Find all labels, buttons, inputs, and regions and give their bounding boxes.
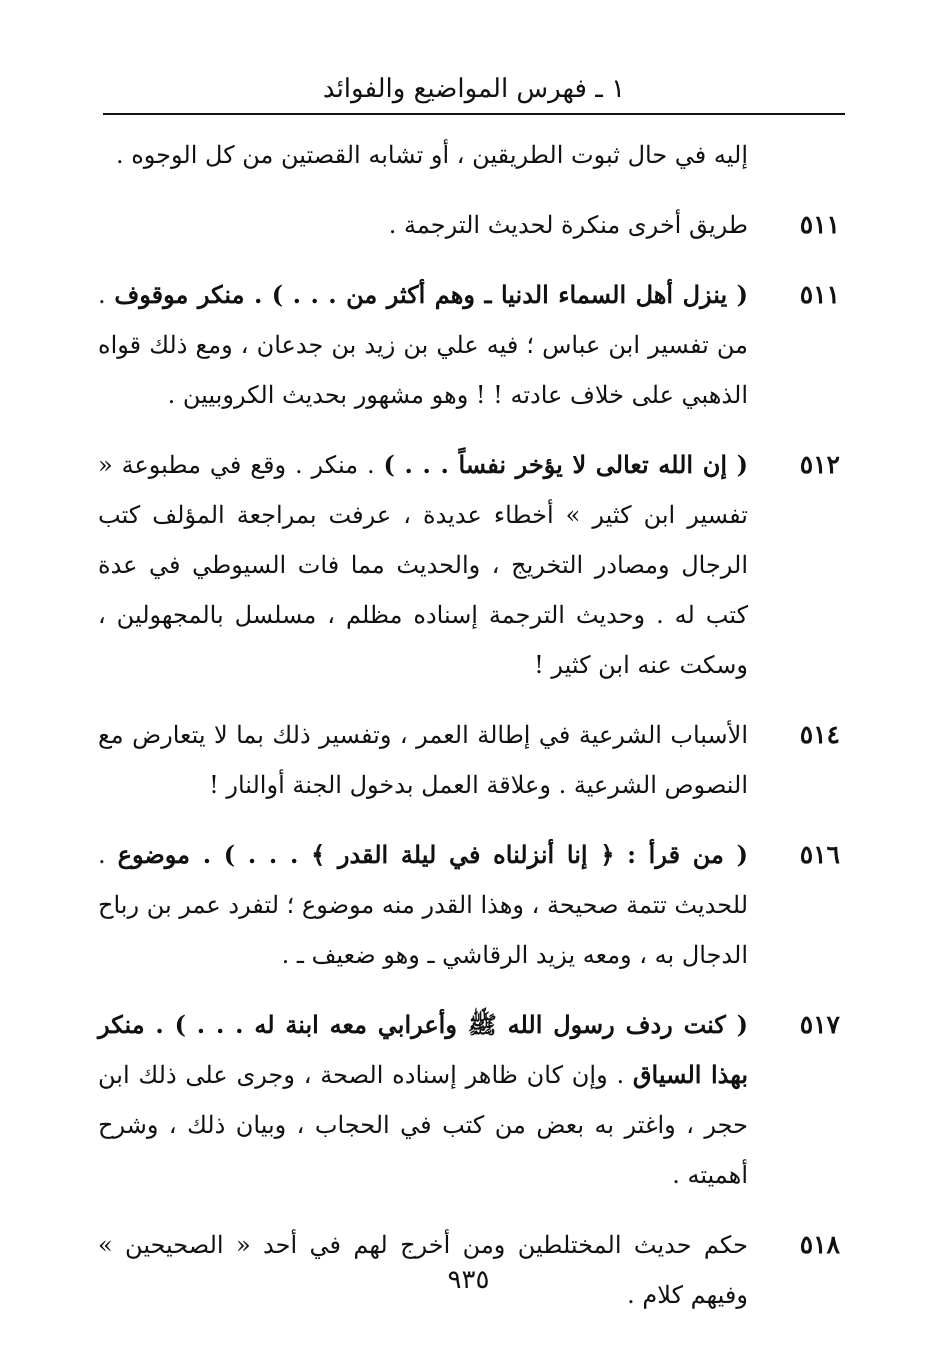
entry-hadith-bold: ( إن الله تعالى لا يؤخر نفساً . . . ) bbox=[383, 450, 748, 479]
entry-page-number: ٥١٢ bbox=[799, 450, 840, 479]
entry-page-number: ٥١٨ bbox=[799, 1230, 840, 1259]
index-entry bbox=[98, 710, 840, 810]
page-number: ٩٣٥ bbox=[447, 1265, 490, 1295]
index-entry bbox=[98, 130, 840, 180]
entry-page-number: ٥١٤ bbox=[799, 720, 840, 749]
entry-text-body: طريق أخرى منكرة لحديث الترجمة . bbox=[388, 211, 748, 239]
entry-page-number: ٥١٦ bbox=[799, 840, 840, 869]
entry-text-body: . من تفسير ابن عباس ؛ فيه علي بن زيد بن جدعان ، ومع ذلك قواه الذهبي على خلاف عادته ! ! وهو مشهور بحديث الكروبيين . bbox=[98, 281, 748, 409]
entry-text-body: . منكر . وقع في مطبوعة « تفسير ابن كثير » أخطاء عديدة ، عرفت بمراجعة المؤلف كتب الرجال ومصادر التخريج ، والحديث مما فات السيوطي في عدة كتب له . وحديث الترجمة إسناده مظلم ، مسلسل بالمجهولين ، وسكت عنه ابن كثير ! bbox=[98, 451, 748, 679]
entry-text bbox=[98, 130, 748, 180]
entry-text-body: . وإن كان ظاهر إسناده الصحة ، وجرى على ذلك ابن حجر ، واغتر به بعض من كتب في الحجاب ، وبيان ذلك ، وشرح أهميته . bbox=[98, 1061, 748, 1189]
entry-text-body: حكم حديث المختلطين ومن أخرج لهم في أحد « الصحيحين » وفيهم كلام . bbox=[98, 1231, 748, 1309]
entry-text bbox=[98, 270, 748, 420]
index-entry bbox=[98, 1000, 840, 1200]
entry-text bbox=[98, 440, 748, 690]
header-divider bbox=[103, 113, 845, 115]
entry-text bbox=[98, 710, 748, 810]
page-title: ١ ـ فهرس المواضيع والفوائد bbox=[322, 74, 626, 104]
entry-text-body: إليه في حال ثبوت الطريقين ، أو تشابه القصتين من كل الوجوه . bbox=[115, 141, 748, 169]
entry-hadith-bold: ( ينزل أهل السماء الدنيا ـ وهم أكثر من . . . ) . منكر موقوف bbox=[114, 280, 748, 309]
index-entry bbox=[98, 440, 840, 690]
entry-text bbox=[98, 830, 748, 980]
entry-text bbox=[98, 200, 748, 250]
entry-hadith-bold: ( من قرأ : ﴿ إنا أنزلناه في ليلة القدر ﴾ . . . ) . موضوع bbox=[117, 840, 748, 869]
index-entry bbox=[98, 270, 840, 420]
entry-page-number: ٥١١ bbox=[799, 210, 840, 239]
entry-page-number: ٥١١ bbox=[799, 280, 840, 309]
index-entry bbox=[98, 830, 840, 980]
entry-text-body: . للحديث تتمة صحيحة ، وهذا القدر منه موضوع ؛ لتفرد عمر بن رباح الدجال به ، ومعه يزيد الرقاشي ـ وهو ضعيف ـ . bbox=[98, 841, 748, 969]
index-entries bbox=[98, 130, 840, 1340]
index-entry bbox=[98, 200, 840, 250]
entry-text-body: الأسباب الشرعية في إطالة العمر ، وتفسير ذلك بما لا يتعارض مع النصوص الشرعية . وعلاقة العمل بدخول الجنة أوالنار ! bbox=[98, 721, 748, 799]
entry-hadith-bold: ( كنت ردف رسول الله ﷺ وأعرابي معه ابنة له . . . ) . منكر بهذا السياق bbox=[98, 1010, 748, 1089]
entry-text bbox=[98, 1000, 748, 1200]
entry-page-number: ٥١٧ bbox=[799, 1010, 840, 1039]
